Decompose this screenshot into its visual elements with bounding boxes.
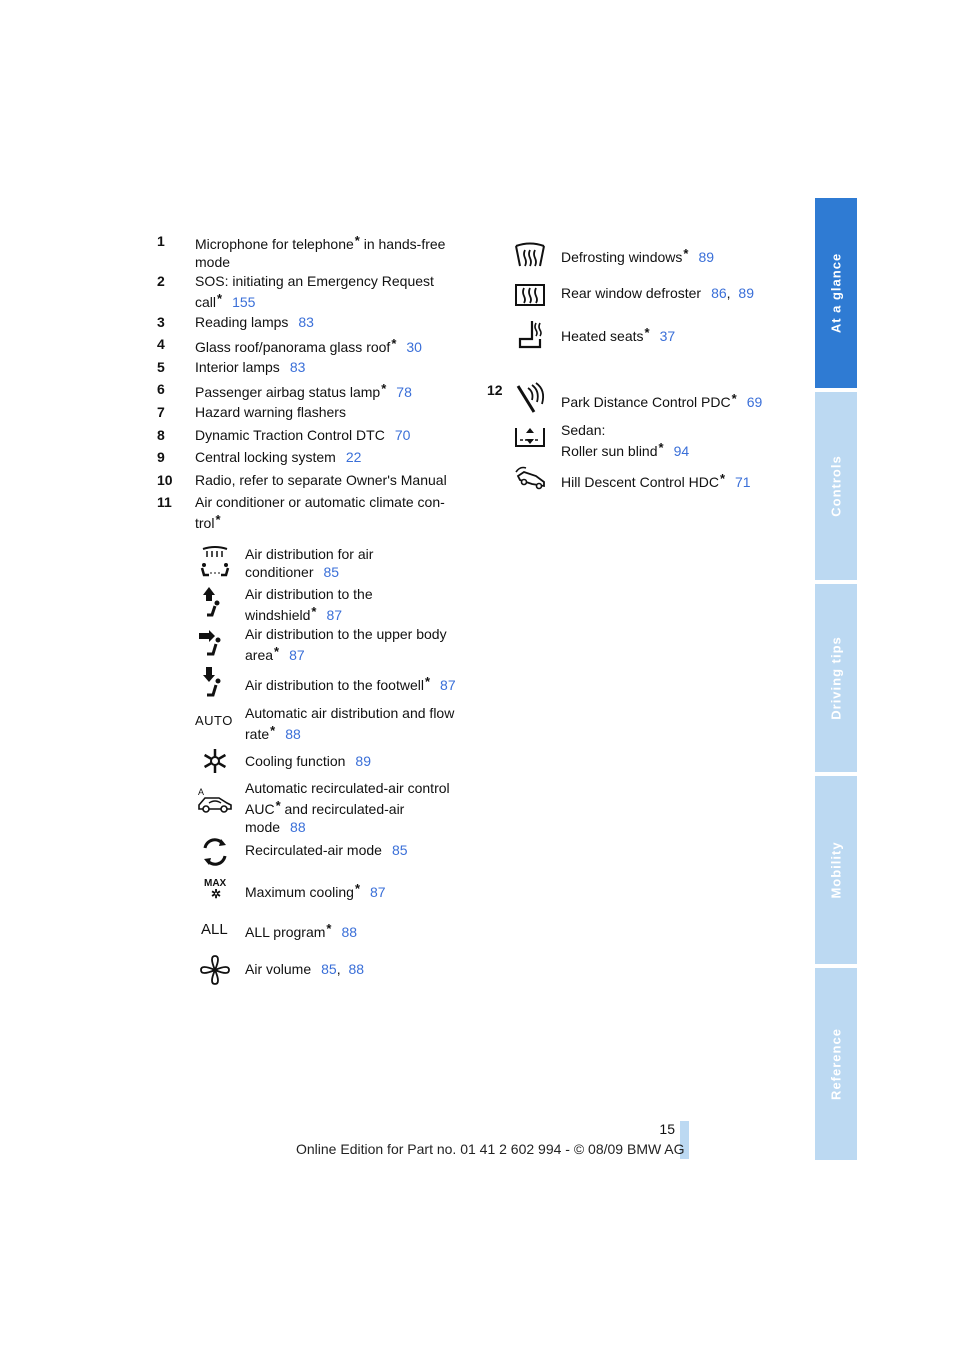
item-text: Passenger airbag status lamp: [195, 384, 381, 400]
optional-star: *: [275, 798, 281, 813]
page-ref-link[interactable]: 87: [326, 607, 343, 623]
optional-star: *: [215, 512, 221, 527]
item-number: 8: [157, 427, 165, 443]
page-ref-link[interactable]: 87: [370, 884, 386, 900]
page-ref-link[interactable]: 69: [746, 394, 763, 410]
item-number: 5: [157, 359, 165, 375]
item-text: Hazard warning flashers: [195, 404, 346, 420]
symbol-label: AUC: [245, 801, 275, 817]
page-ref-link[interactable]: 94: [673, 443, 690, 459]
symbol-label: Rear window defroster: [561, 285, 702, 301]
windshield-distribution-icon: [195, 585, 235, 621]
page-ref-link[interactable]: 83: [289, 359, 306, 375]
icon-text: MAX: [204, 878, 227, 889]
icon-letter: A: [198, 787, 205, 797]
optional-star: *: [658, 440, 664, 455]
symbol-label: ALL program: [245, 924, 326, 940]
page-ref-link[interactable]: 89: [698, 249, 715, 265]
footer-edition-text: Online Edition for Part no. 01 41 2 602 994 - © 08/09 BMW AG: [296, 1141, 685, 1157]
page-ref-link[interactable]: 86: [711, 285, 727, 301]
page-ref-link[interactable]: 22: [345, 449, 362, 465]
optional-star: *: [381, 381, 387, 396]
symbol-label: Sedan:: [561, 422, 606, 438]
symbol-label: Park Distance Control PDC: [561, 394, 731, 410]
symbol-label: Hill Descent Control HDC: [561, 474, 719, 490]
optional-star: *: [683, 246, 689, 261]
item-text: Interior lamps: [195, 359, 280, 375]
all-program-icon: ALL: [201, 921, 228, 938]
page-ref-link[interactable]: 87: [440, 677, 456, 693]
optional-star: *: [644, 325, 650, 340]
heated-seat-icon: [510, 317, 550, 353]
item-text: Glass roof/panorama glass roof: [195, 339, 391, 355]
symbol-label: conditioner: [245, 564, 314, 580]
item-number: 6: [157, 381, 165, 397]
symbol-label: Automatic air distribution and flow: [245, 705, 455, 721]
fan-icon: [195, 952, 235, 988]
tab-at-a-glance[interactable]: [815, 198, 857, 388]
separator: ,: [726, 285, 731, 301]
item-number: 7: [157, 404, 165, 420]
symbol-label: Maximum cooling: [245, 884, 354, 900]
item-number: 3: [157, 314, 165, 330]
symbol-label: Air distribution for air: [245, 546, 374, 562]
page-ref-link[interactable]: 89: [738, 285, 754, 301]
upper-body-distribution-icon: [195, 625, 235, 661]
symbol-label: rate: [245, 726, 270, 742]
tab-mobility[interactable]: [815, 776, 857, 964]
item-text: Microphone for telephone: [195, 236, 354, 252]
optional-star: *: [274, 644, 280, 659]
item-number: 2: [157, 273, 165, 289]
symbol-label: Defrosting windows: [561, 249, 683, 265]
item-number: 10: [157, 472, 173, 488]
tab-label: Driving tips: [828, 636, 844, 720]
pdc-icon: [510, 380, 550, 416]
symbol-label: Roller sun blind: [561, 443, 658, 459]
snowflake-icon: ✲: [211, 887, 222, 901]
page-ref-link[interactable]: 155: [232, 294, 256, 310]
hdc-icon: [510, 462, 550, 498]
rear-defrost-icon: [510, 278, 550, 314]
tab-label: Reference: [828, 1028, 844, 1100]
tab-reference[interactable]: [815, 968, 857, 1160]
page-ref-link[interactable]: 85: [321, 961, 337, 977]
item-number: 4: [157, 336, 165, 352]
optional-star: *: [391, 336, 397, 351]
page-ref-link[interactable]: 85: [391, 842, 408, 858]
section-tabs: [815, 198, 857, 1160]
symbol-label: Recirculated-air mode: [245, 842, 382, 858]
page-ref-link[interactable]: 88: [285, 726, 301, 742]
page-ref-link[interactable]: 88: [290, 819, 306, 835]
optional-star: *: [311, 604, 317, 619]
auto-icon: AUTO: [195, 713, 233, 728]
tab-label: Controls: [828, 455, 844, 517]
symbol-label: Automatic recirculated-air control: [245, 780, 450, 796]
air-distribution-icon: [195, 545, 235, 581]
tab-controls[interactable]: [815, 392, 857, 580]
separator: ,: [336, 961, 341, 977]
optional-star: *: [719, 471, 725, 486]
page-ref-link[interactable]: 88: [348, 961, 365, 977]
page-ref-link[interactable]: 37: [659, 328, 676, 344]
symbol-label: Air distribution to the upper body: [245, 626, 447, 642]
symbol-label: area: [245, 647, 274, 663]
recirculation-car-icon: [195, 785, 235, 821]
footwell-distribution-icon: [195, 665, 235, 701]
tab-label: Mobility: [828, 841, 844, 899]
tab-driving-tips[interactable]: [815, 584, 857, 772]
symbol-label: Heated seats: [561, 328, 644, 344]
item-text: Air conditioner or automatic climate con-trol: [195, 494, 445, 531]
recirculation-icon: [195, 834, 235, 870]
item-text-cont: in hands-free mode: [195, 236, 446, 270]
symbol-label: and recirculated-air: [280, 801, 405, 817]
item-text: Radio, refer to separate Owner's Manual: [195, 472, 447, 488]
page-ref-link[interactable]: 71: [735, 474, 751, 490]
item-text: Central locking system: [195, 449, 336, 465]
symbol-label: Air distribution to the footwell: [245, 677, 424, 693]
optional-star: *: [326, 921, 332, 936]
page-ref-link[interactable]: 88: [341, 924, 358, 940]
symbol-label: Air distribution to the: [245, 586, 373, 602]
item-number: 12: [487, 382, 503, 398]
tab-label: At a glance: [828, 252, 844, 334]
item-number: 11: [157, 494, 172, 510]
optional-star: *: [354, 881, 360, 896]
symbol-label: Air volume: [245, 961, 312, 977]
sun-blind-icon: [510, 420, 550, 456]
page-ref-link[interactable]: 78: [396, 384, 412, 400]
optional-star: *: [270, 723, 276, 738]
item-text: Reading lamps: [195, 314, 289, 330]
item-text: SOS: initiating an Emergency Request call: [195, 273, 434, 310]
item-number: 1: [157, 233, 165, 249]
page-ref-link[interactable]: 89: [355, 753, 371, 769]
defrost-windshield-icon: [510, 240, 550, 276]
page-ref-link[interactable]: 70: [394, 427, 411, 443]
max-cooling-icon: [195, 878, 244, 914]
optional-star: *: [354, 233, 360, 248]
page-number: 15: [659, 1121, 675, 1137]
page-ref-link[interactable]: 30: [406, 339, 422, 355]
page-ref-link[interactable]: 87: [289, 647, 305, 663]
symbol-label: windshield: [245, 607, 311, 623]
optional-star: *: [217, 291, 223, 306]
item-text: Dynamic Traction Control DTC: [195, 427, 385, 443]
item-number: 9: [157, 449, 165, 465]
page-ref-link[interactable]: 83: [298, 314, 314, 330]
optional-star: *: [424, 674, 431, 689]
optional-star: *: [731, 391, 737, 406]
page-ref-link[interactable]: 85: [323, 564, 340, 580]
symbol-label: mode: [245, 819, 281, 835]
snowflake-icon: [195, 743, 235, 779]
symbol-label: Cooling function: [245, 753, 346, 769]
